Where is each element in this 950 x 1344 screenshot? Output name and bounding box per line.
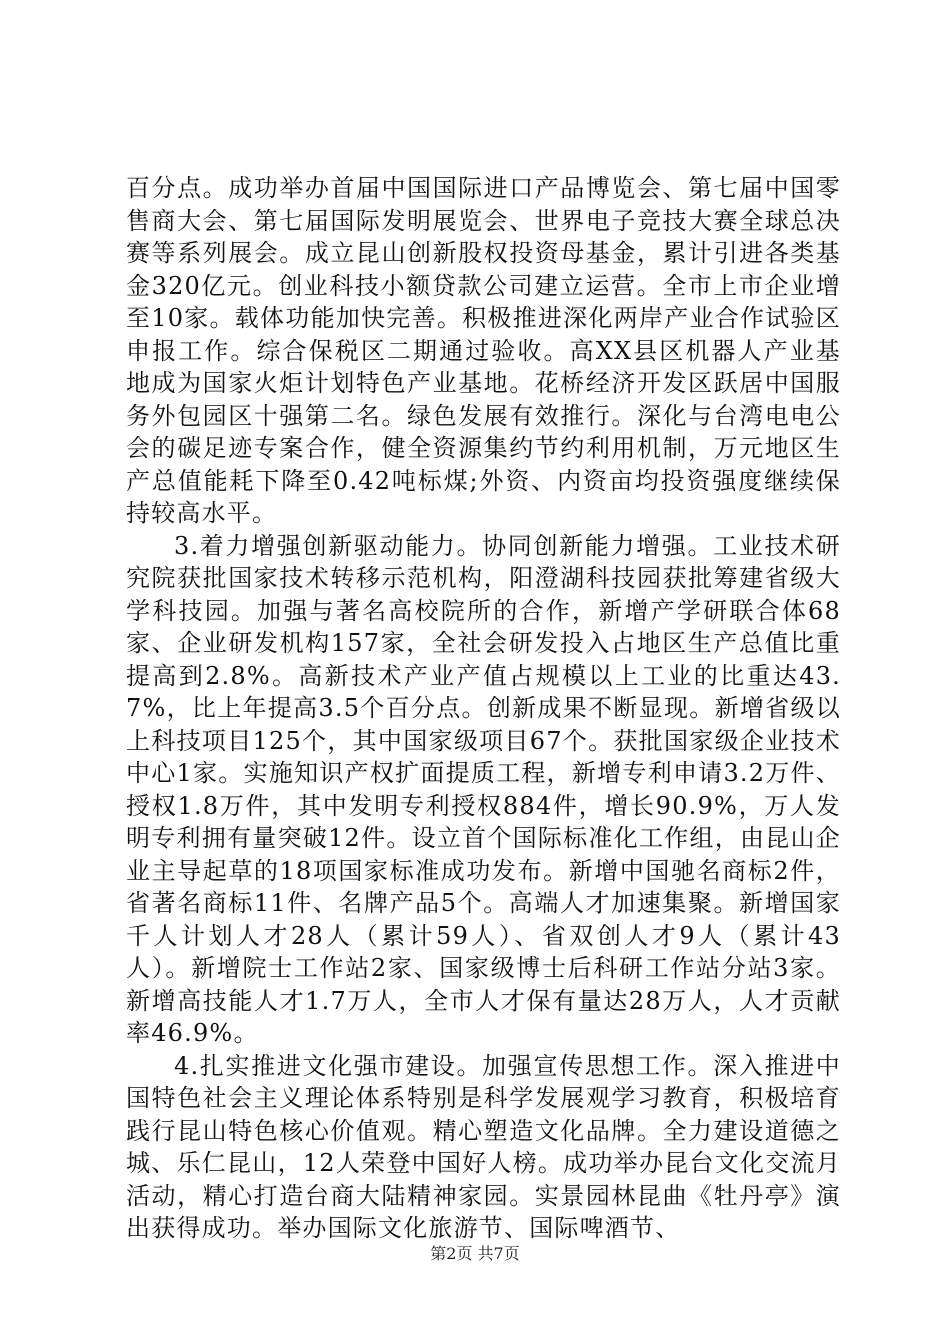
document-body [126,172,841,1245]
paragraph-innovation: 3.着力增强创新驱动能力。协同创新能力增强。工业技术研究院获批国家技术转移示范机构，阳澄湖科技园获批筹建省级大学科技园。加强与著名高校院所的合作，新增产学研联合体68家、企业研发机构157家，全社会研发投入占地区生产总值比重提高到2.8%。高新技术产业产值占规模以上工业的比重达43.7%，比上年提高3.5个百分点。创新成果不断显现。新增省级以上科技项目125个，其中国家级项目67个。获批国家级企业技术中心1家。实施知识产权扩面提质工程，新增专利申请3.2万件、授权1.8万件，其中发明专利授权884件，增长90.9%，万人发明专利拥有量突破12件。设立首个国际标准化工作组，由昆山企业主导起草的18项国家标准成功发布。新增中国驰名商标2件，省著名商标11件、名牌产品5个。高端人才加速集聚。新增国家千人计划人才28人（累计59人）、省双创人才9人（累计43人）。新增院士工作站2家、国家级博士后科研工作站分站3家。新增高技能人才1.7万人，全市人才保有量达28万人，人才贡献率46.9%。 [126,531,841,1047]
page-number-footer: 第2页 共7页 [430,1244,520,1263]
paragraph-culture: 4.扎实推进文化强市建设。加强宣传思想工作。深入推进中国特色社会主义理论体系特别是科学发展观学习教育，积极培育践行昆山特色核心价值观。精心塑造文化品牌。全力建设道德之城、乐仁昆山，12人荣登中国好人榜。成功举办昆台文化交流月活动，精心打造台商大陆精神家园。实景园林昆曲《牡丹亭》演出获得成功。举办国际文化旅游节、国际啤酒节、 [126,1051,841,1242]
paragraph-continuation: 百分点。成功举办首届中国国际进口产品博览会、第七届中国零售商大会、第七届国际发明展览会、世界电子竞技大赛全球总决赛等系列展会。成立昆山创新股权投资母基金，累计引进各类基金320亿元。创业科技小额贷款公司建立运营。全市上市企业增至10家。载体功能加快完善。积极推进深化两岸产业合作试验区申报工作。综合保税区二期通过验收。高XX县区机器人产业基地成为国家火炬计划特色产业基地。花桥经济开发区跃居中国服务外包园区十强第二名。绿色发展有效推行。深化与台湾电电公会的碳足迹专案合作，健全资源集约节约利用机制，万元地区生产总值能耗下降至0.42吨标煤;外资、内资亩均投资强度继续保持较高水平。 [126,174,841,527]
